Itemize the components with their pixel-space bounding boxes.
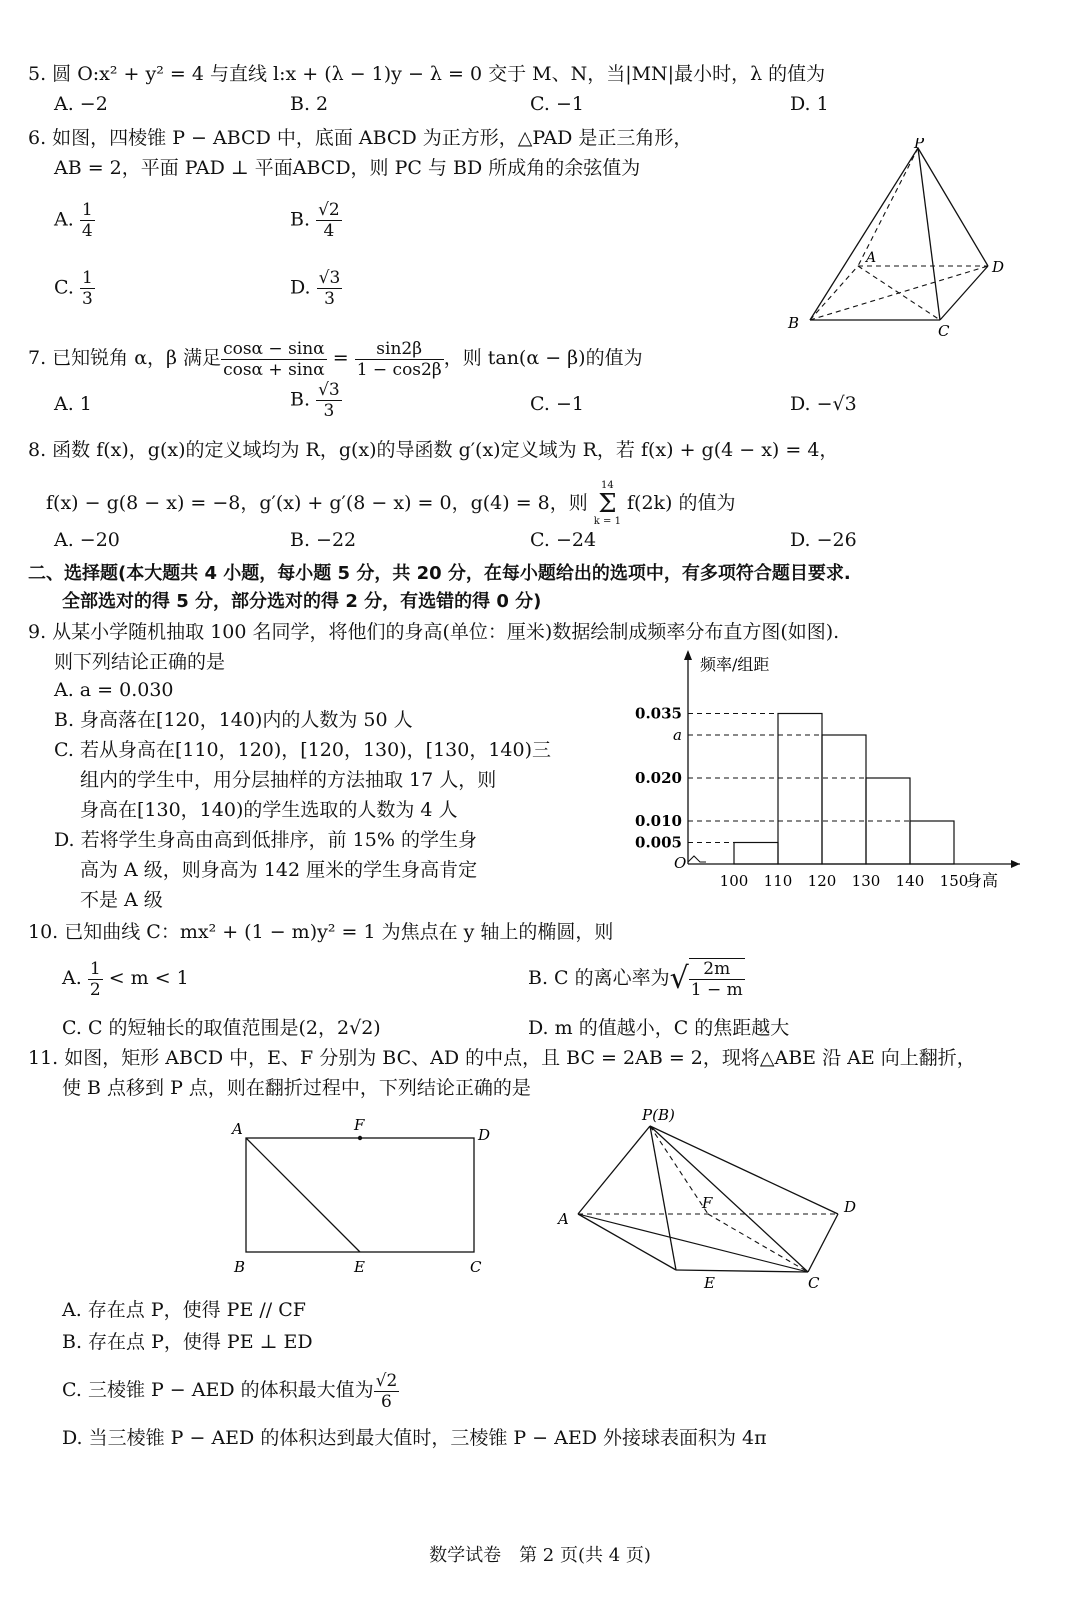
q7-option-d: D. −√3 (790, 393, 857, 415)
x-tick-label-130: 130 (851, 872, 881, 890)
y-tick-label-5: 0.005 (635, 833, 682, 852)
rect-label-f: F (354, 1116, 365, 1134)
q9-option-d-line2: 高为 A 级，则身高为 142 厘米的学生身高肯定 (80, 859, 478, 881)
x-tick-label-100: 100 (719, 872, 749, 890)
q8-option-a: A. −20 (54, 529, 120, 551)
q7-stem: 7. 已知锐角 α，β 满足 $\frac{\cos\alpha - \sin\alpha}{\cos\alpha + \sin\alpha}$ = $\frac{\sin 2\beta}{1 - \cos 2\beta}$ ，则 tan(α − β)的值为 (28, 338, 643, 380)
y-tick-label-1: 0.035 (635, 704, 682, 723)
q5-option-d: D. 1 (790, 93, 829, 115)
fold-label-p: P(B) (642, 1106, 675, 1124)
fold-label-d: D (844, 1198, 857, 1216)
q11-stem-line1: 11. 如图，矩形 ABCD 中，E、F 分别为 BC、AD 的中点，且 BC = 2AB = 2，现将△ABE 沿 AE 向上翻折， (28, 1047, 976, 1069)
q9-option-b: B. 身高落在[120，140)内的人数为 50 人 (54, 709, 413, 731)
bar-3 (822, 735, 866, 864)
page-footer: 数学试卷 第 2 页(共 4 页) (429, 1545, 651, 1566)
axis-break (688, 856, 706, 862)
section2-heading-line2: 全部选对的得 5 分，部分选对的得 2 分，有选错的得 0 分) (62, 591, 542, 612)
y-axis-arrow (684, 650, 692, 660)
y-tick-label-2: a (673, 726, 682, 744)
origin-label: O (674, 854, 687, 872)
fold-label-a: A (558, 1210, 569, 1228)
rect-label-d: D (478, 1126, 491, 1144)
q11-option-b: B. 存在点 P，使得 PE ⊥ ED (62, 1331, 313, 1353)
q9-option-d-line1: D. 若将学生身高由高到低排序，前 15% 的学生身 (54, 829, 477, 851)
rect-label-e: E (354, 1258, 365, 1276)
q5-option-c: C. −1 (530, 93, 584, 115)
q11-option-c: C. 三棱锥 P − AED 的体积最大值为 $\frac{√2}{6}$ (62, 1370, 398, 1412)
q6-label-d: D (992, 258, 1005, 276)
q5-option-a: A. −2 (54, 93, 108, 115)
x-tick-label-150: 150 (939, 872, 969, 890)
q6-option-a: A. $\frac{1}{4}$ (54, 200, 93, 241)
q5-stem: 5. 圆 O:x² + y² = 4 与直线 l:x + (λ − 1)y − λ = 0 交于 M、N，当|MN|最小时，λ 的值为 (28, 63, 826, 85)
q9-stem-line1: 9. 从某小学随机抽取 100 名同学，将他们的身高(单位：厘米)数据绘制成频率分布直方图(如图). (28, 621, 840, 643)
bar-2 (778, 714, 822, 865)
q8-summation: 14 Σ k = 1 (593, 480, 621, 527)
q8-line1: 8. 函数 f(x)，g(x)的定义域均为 R，g(x)的导函数 g′(x)定义域为 R，若 f(x) + g(4 − x) = 4， (28, 439, 839, 461)
rect-label-b: B (234, 1258, 246, 1276)
bar-5 (910, 821, 954, 864)
q7-option-c: C. −1 (530, 393, 584, 415)
rect-label-a: A (232, 1120, 243, 1138)
q6-stem-line1: 6. 如图，四棱锥 P − ABCD 中，底面 ABCD 为正方形，△PAD 是正三角形， (28, 127, 693, 149)
y-tick-label-3: 0.020 (635, 769, 682, 787)
bar-1 (734, 843, 778, 865)
q8-option-c: C. −24 (530, 529, 597, 551)
q6-option-d: D. $\frac{√3}{3}$ (290, 268, 341, 309)
q9-stem-line2: 则下列结论正确的是 (54, 651, 226, 673)
q11-rectangle-figure (220, 1112, 510, 1282)
fold-label-e: E (704, 1274, 715, 1292)
x-tick-label-110: 110 (763, 872, 793, 890)
q11-folded-figure (550, 1104, 870, 1294)
q7-option-b: B. $\frac{√3}{3}$ (290, 380, 340, 421)
y-tick-label-4: 0.010 (635, 812, 682, 830)
q10-option-c: C. C 的短轴长的取值范围是(2，2√2) (62, 1017, 381, 1039)
q6-option-c: C. $\frac{1}{3}$ (54, 268, 93, 309)
fold-label-c: C (808, 1274, 820, 1292)
q10-option-a: A. $\frac{1}{2}$ < m < 1 (62, 958, 189, 1000)
q6-label-p: P (914, 138, 925, 152)
rect-label-c: C (470, 1258, 482, 1276)
q6-option-b: B. $\frac{√2}{4}$ (290, 200, 340, 241)
x-tick-label-140: 140 (895, 872, 925, 890)
q10-option-d: D. m 的值越小，C 的焦距越大 (528, 1017, 790, 1039)
q6-label-a: A (866, 250, 877, 266)
q9-option-a: A. a = 0.030 (54, 679, 174, 701)
q11-stem-line2: 使 B 点移到 P 点，则在翻折过程中，下列结论正确的是 (62, 1077, 531, 1099)
q9-option-d-line3: 不是 A 级 (80, 889, 163, 911)
x-axis-label: 身高 (966, 871, 999, 890)
q8-option-b: B. −22 (290, 529, 357, 551)
q6-label-b: B (788, 314, 800, 332)
q6-stem-line2: AB = 2，平面 PAD ⊥ 平面ABCD，则 PC 与 BD 所成角的余弦值为 (54, 157, 641, 179)
q9-option-c-line2: 组内的学生中，用分层抽样的方法抽取 17 人，则 (80, 769, 497, 791)
x-tick-label-120: 120 (807, 872, 837, 890)
q6-pyramid-figure (780, 138, 1020, 338)
q5-option-b: B. 2 (290, 93, 329, 115)
q10-option-b: B. C 的离心率为√ $\frac{2m}{1 - m}$ (528, 959, 743, 1000)
q9-option-c-line1: C. 若从身高在[110，120)，[120，130)，[130，140)三 (54, 739, 552, 761)
q11-option-a: A. 存在点 P，使得 PE // CF (62, 1299, 306, 1321)
x-axis-arrow (1011, 860, 1020, 868)
q10-stem: 10. 已知曲线 C：mx² + (1 − m)y² = 1 为焦点在 y 轴上的椭圆，则 (28, 921, 614, 943)
q9-histogram (600, 646, 1040, 896)
fold-label-f: F (702, 1194, 713, 1212)
q8-option-d: D. −26 (790, 529, 857, 551)
q6-label-c: C (938, 322, 950, 338)
q11-option-d: D. 当三棱锥 P − AED 的体积达到最大值时，三棱锥 P − AED 外接球表面积为 4π (62, 1427, 767, 1449)
section2-heading-line1: 二、选择题(本大题共 4 小题，每小题 5 分，共 20 分，在每小题给出的选项中，有多项符合题目要求. (28, 563, 851, 584)
y-axis-label: 频率/组距 (700, 655, 770, 674)
q8-line2: f(x) − g(8 − x) = −8，g′(x) + g′(8 − x) = 0，g(4) = 8，则 14 Σ k = 1 f(2k) 的值为 (46, 480, 736, 527)
q7-option-a: A. 1 (54, 393, 92, 415)
q9-option-c-line3: 身高在[130，140)的学生选取的人数为 4 人 (80, 799, 458, 821)
